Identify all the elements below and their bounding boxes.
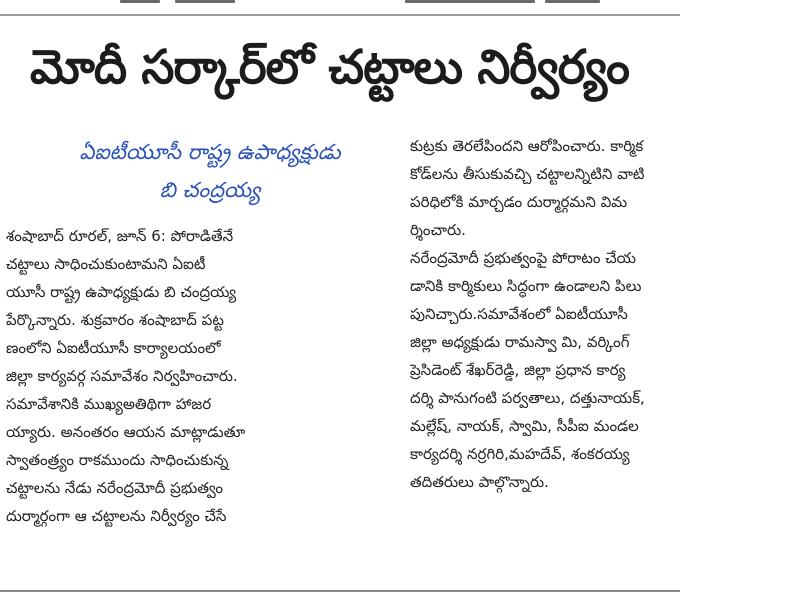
body-text-line: మల్లేష్, నాయక్, స్వామి, సీపీఐ మండల [410,417,639,435]
body-text-line: ర్శించారు. [410,221,466,239]
body-text-line: పునిచ్చారు.సమావేశంలో ఏఐటీయూసీ [410,305,628,323]
body-text-line: జిల్లా అధ్యక్షుడు రామస్వా మి, వర్కింగ్ [410,333,630,351]
subheadline-line: బి చంద్రయ్య [159,178,261,202]
body-text-line: జిల్లా కార్యవర్గ సమావేశం నిర్వహించారు. [6,367,238,385]
body-text-line: చట్టాలు సాధించుకుంటామని ఏఐటీ [6,255,206,273]
bottom-divider [0,590,680,592]
article-headline: మోదీ సర్కార్‌లో చట్టాలు నిర్వీర్యం [30,40,629,95]
body-text-line: కుట్రకు తెరలేపిందని ఆరోపించారు. కార్మిక [410,137,644,155]
right-column [410,132,785,496]
body-text-line: ణంలోని ఏఐటీయూసీ కార్యాలయంలో [6,339,221,357]
body-text-line: కార్యదర్శి నర్రగిరి,మహదేవ్, శంకరయ్య [410,445,630,463]
body-text-line: ప్రెసిడెంట్ శేఖర్‌రెడ్డి, జిల్లా ప్రధాన కార్య [410,361,626,379]
body-text-line: శంషాబాద్ రూరల్, జూన్ 6: పోరాడితేనే [6,227,234,245]
body-text-line: పరిధిలోకి మార్చడం దుర్మార్గమని విమ [410,193,628,211]
body-text-line: య్యారు. అనంతరం ఆయన మాట్లాడుతూ [6,423,246,441]
body-text-line: యూసీ రాష్ట్ర ఉపాధ్యక్షుడు బి చంద్రయ్య [6,283,237,301]
body-text-line: తదితరులు పాల్గొన్నారు. [410,473,549,491]
body-text-line: దర్శి పానుగంటి పర్వతాలు, దత్తునాయక్, [410,389,645,407]
body-text-line: సమావేశానికి ముఖ్యఅతిథిగా హాజర [6,395,212,413]
body-text-line: నరేంద్రమోదీ ప్రభుత్వంపై పోరాటం చేయ [410,249,636,267]
body-text-line: చట్టాలను నేడు నరేంద్రమోదీ ప్రభుత్వం [6,479,224,497]
body-text-line: డానికి కార్మికులు సిద్ధంగా ఉండాలని పిలు [410,277,642,295]
subheadline-line: ఏఐటీయూసీ రాష్ట్ర ఉపాధ్యక్షుడు [79,140,341,164]
top-divider [0,14,680,16]
top-cut-text-fragment [0,0,800,4]
body-text-line: పేర్కొన్నారు. శుక్రవారం శంషాబాద్ పట్ట [6,311,224,329]
body-text-line: స్వాతంత్ర్యం రాకముందు సాధించుకున్న [6,451,229,469]
article-subheadline [25,133,395,209]
body-text-line: దుర్మార్గంగా ఆ చట్టాలను నిర్వీర్యం చేసే [6,507,227,525]
left-column [6,222,391,530]
body-text-line: కోడ్‌లను తీసుకువచ్చి చట్టాలన్నిటిని వాటి [410,165,645,183]
